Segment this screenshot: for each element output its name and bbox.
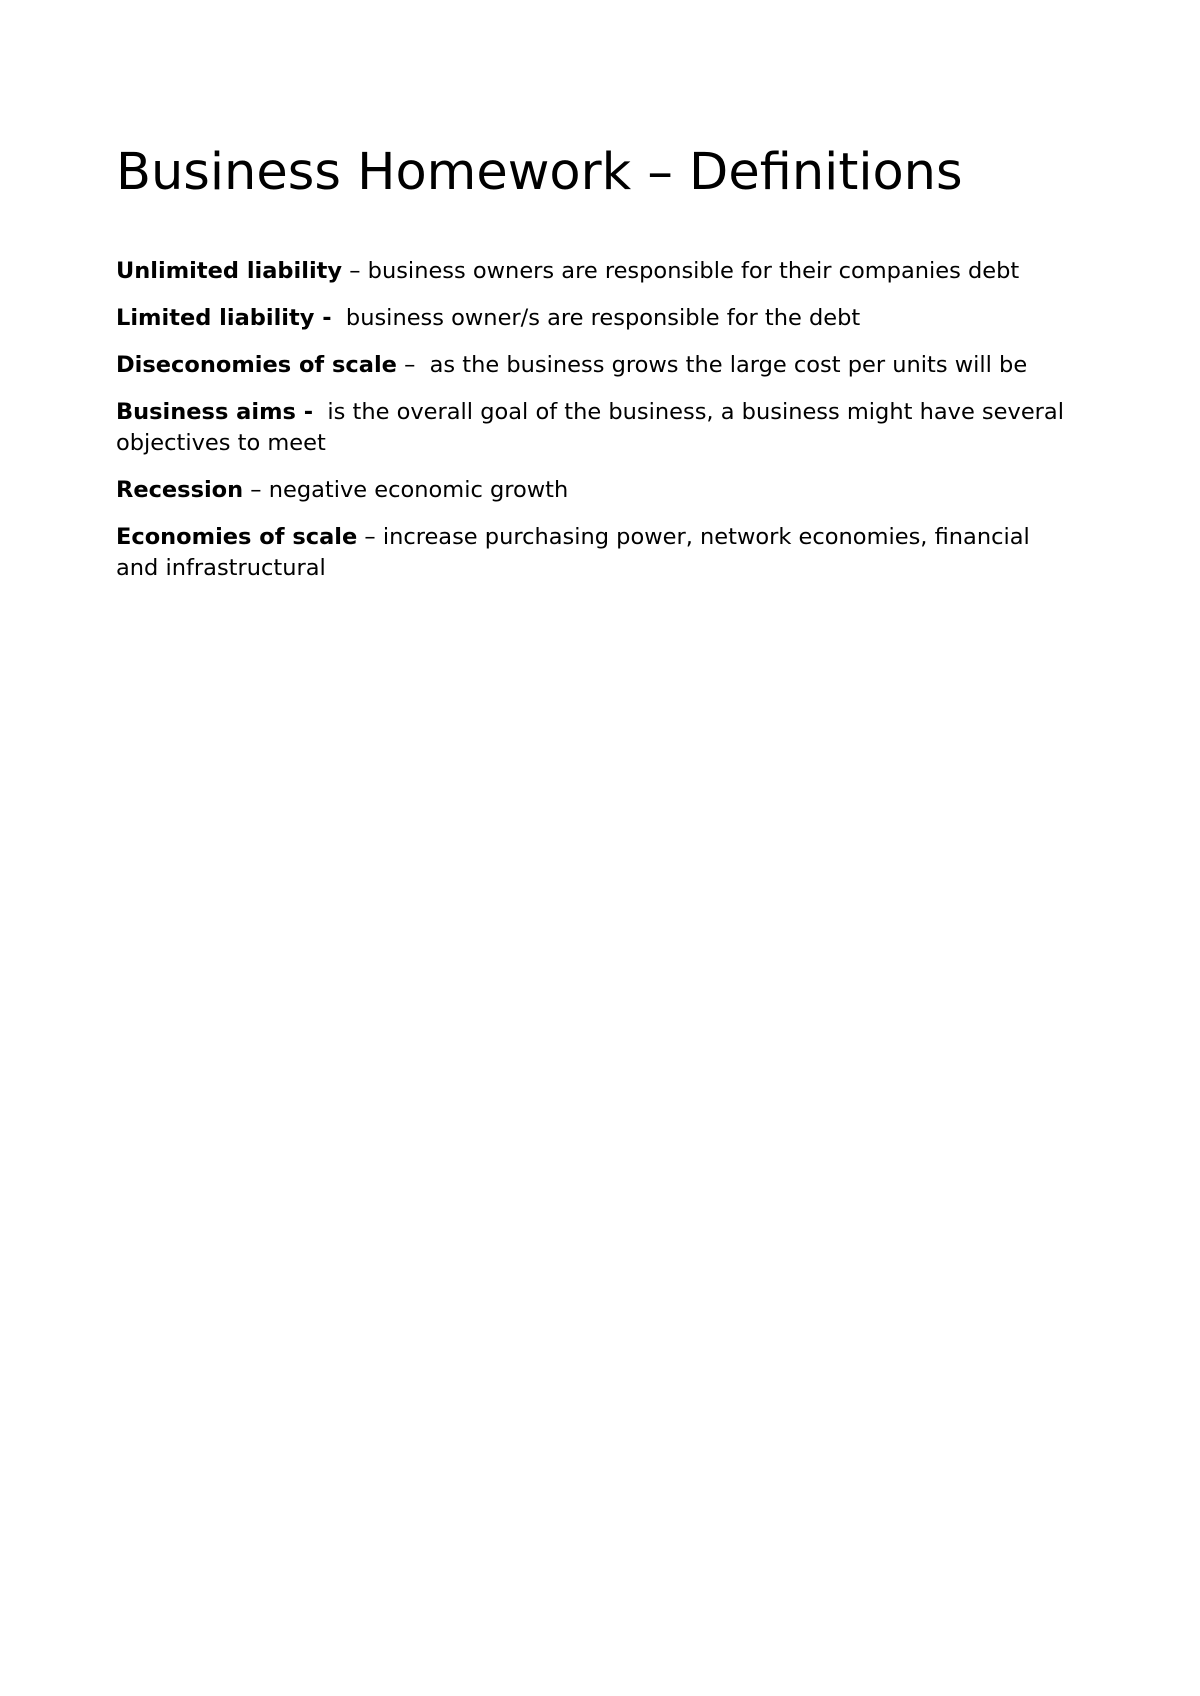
definition-separator [313,399,327,425]
definition-item [116,256,1076,287]
definition-separator: – [342,258,368,284]
definition-separator: – [396,352,430,378]
definition-term: Business aims - [116,399,314,425]
page-title: Business Homework – Definitions [116,143,963,202]
definition-item [116,475,1076,506]
definition-separator [332,305,346,331]
definition-term: Limited liability - [116,305,332,331]
definition-separator: – [357,524,383,550]
definition-text: business owner/s are responsible for the debt [345,305,861,331]
definition-item [116,522,1076,584]
definition-item [116,397,1076,459]
definition-term: Economies of scale [116,524,358,550]
definition-item [116,350,1076,381]
definition-text: increase purchasing power, network economies, financial and infrastructural [116,524,1030,581]
definition-separator: – [243,477,269,503]
definitions-list [116,256,1076,600]
definition-term: Diseconomies of scale [116,352,397,378]
definition-text: as the business grows the large cost per units will be [429,352,1028,378]
definition-item [116,303,1076,334]
definition-text: business owners are responsible for their companies debt [367,258,1020,284]
definition-term: Recession [116,477,244,503]
definition-text: is the overall goal of the business, a business might have several objectives to meet [116,399,1064,456]
definition-text: negative economic growth [268,477,569,503]
definition-term: Unlimited liability [116,258,343,284]
